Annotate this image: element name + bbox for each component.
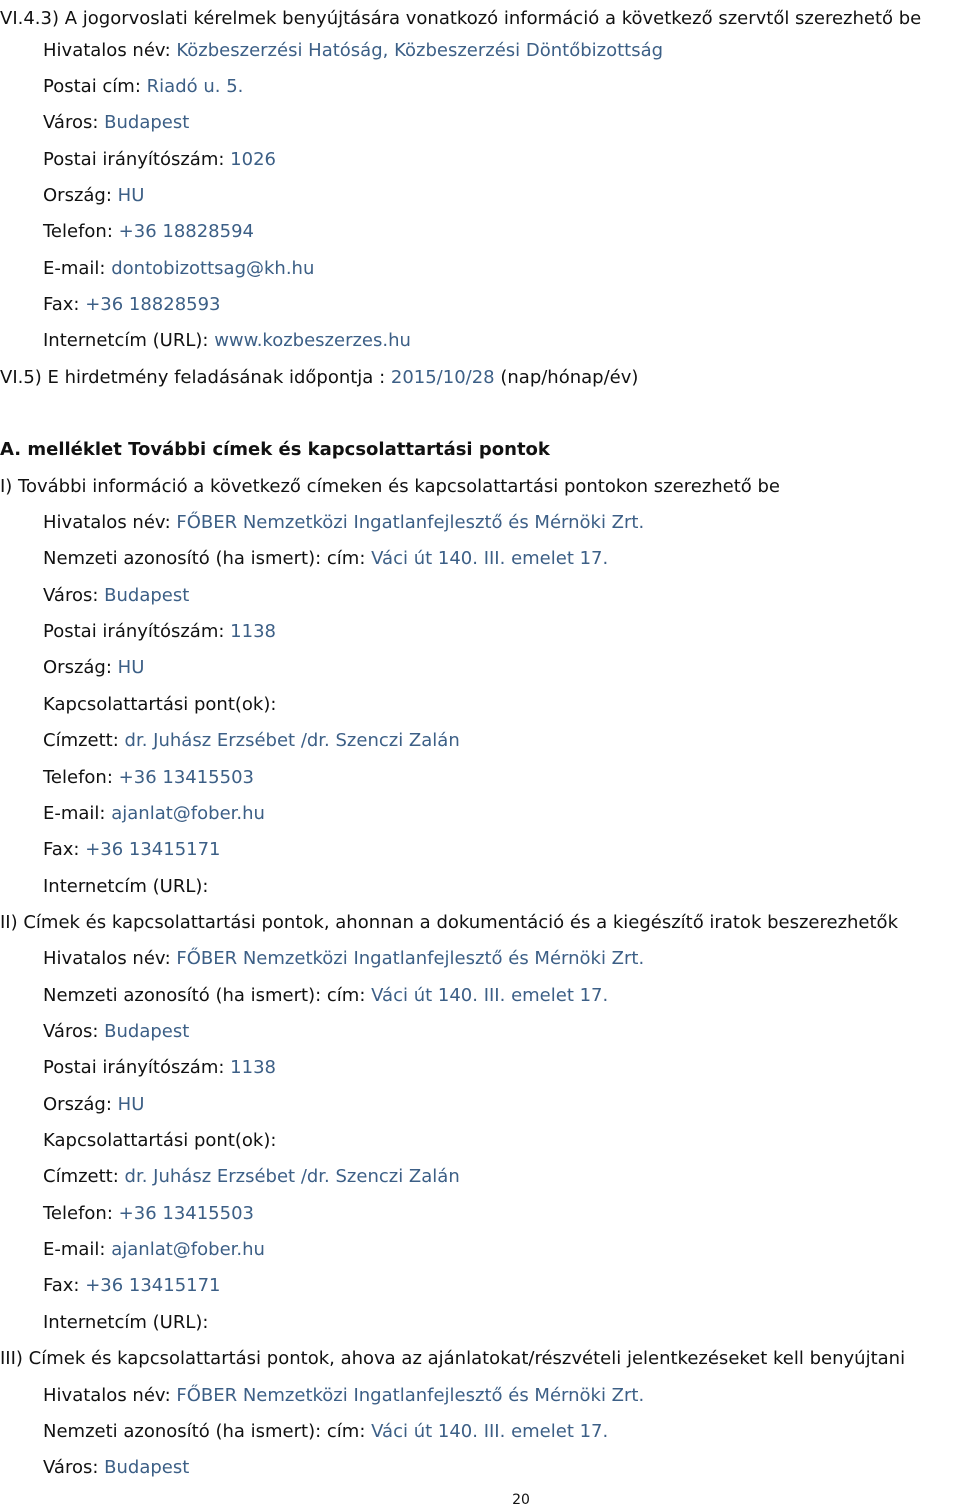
field-label: Postai irányítószám: — [43, 621, 225, 642]
addressee-row — [43, 1162, 460, 1192]
field-label: Hivatalos név: — [43, 40, 171, 61]
field-label: Ország: — [43, 657, 112, 678]
field-value: FŐBER Nemzetközi Ingatlanfejlesztő és Mérnöki Zrt. — [176, 948, 645, 969]
country-row — [43, 653, 144, 683]
city-row — [43, 581, 189, 611]
field-value: Budapest — [104, 1457, 190, 1478]
field-label: Címzett: — [43, 1166, 119, 1187]
field-label: Telefon: — [43, 767, 113, 788]
contact-points-label: Kapcsolattartási pont(ok): — [43, 694, 277, 715]
field-label: Hivatalos név: — [43, 512, 171, 533]
field-value: HU — [117, 1094, 145, 1115]
field-value: Budapest — [104, 112, 190, 133]
official-name-row — [43, 508, 644, 538]
email-row — [43, 254, 314, 284]
national-id-row — [43, 1417, 608, 1447]
postal-code-row — [43, 145, 276, 175]
field-value: Váci út 140. III. emelet 17. — [371, 1421, 609, 1442]
section-heading-vi43: VI.4.3) A jogorvoslati kérelmek benyújtására vonatkozó információ a következő szervtől szerezhető be — [0, 8, 922, 29]
field-label: E-mail: — [43, 258, 106, 279]
field-value: Közbeszerzési Hatóság, Közbeszerzési Döntőbizottság — [176, 40, 664, 61]
official-name-row — [43, 36, 663, 66]
field-label: Város: — [43, 585, 99, 606]
field-label: Internetcím (URL): — [43, 330, 209, 351]
field-label: Címzett: — [43, 730, 119, 751]
notice-date-row — [0, 363, 638, 393]
field-label: Fax: — [43, 839, 80, 860]
official-name-row — [43, 944, 644, 974]
field-label: Város: — [43, 1457, 99, 1478]
field-label: E-mail: — [43, 803, 106, 824]
section-heading-iii: III) Címek és kapcsolattartási pontok, ahova az ajánlatokat/részvételi jelentkezéseket kell benyújtani — [0, 1348, 906, 1369]
field-value: 1138 — [230, 1057, 276, 1078]
section-heading-i: I) További információ a következő címeken és kapcsolattartási pontokon szerezhető be — [0, 476, 780, 497]
url-row — [43, 872, 208, 902]
field-label: Telefon: — [43, 1203, 113, 1224]
section-heading-ii: II) Címek és kapcsolattartási pontok, ahonnan a dokumentáció és a kiegészítő iratok beszerezhetők — [0, 912, 898, 933]
field-value: ajanlat@fober.hu — [111, 1239, 265, 1260]
field-value: +36 13415171 — [85, 839, 221, 860]
url-row — [43, 1308, 208, 1338]
city-row — [43, 1453, 189, 1483]
phone-row — [43, 1199, 254, 1229]
field-value: +36 13415503 — [118, 767, 254, 788]
field-label: Hivatalos név: — [43, 948, 171, 969]
field-value: FŐBER Nemzetközi Ingatlanfejlesztő és Mérnöki Zrt. — [176, 1385, 645, 1406]
field-value: +36 13415171 — [85, 1275, 221, 1296]
national-id-row — [43, 544, 608, 574]
field-label: Ország: — [43, 1094, 112, 1115]
date-format: (nap/hónap/év) — [500, 367, 639, 388]
email-row — [43, 1235, 265, 1265]
postal-code-row — [43, 1053, 276, 1083]
field-label: Nemzeti azonosító (ha ismert): cím: — [43, 985, 366, 1006]
fax-row — [43, 290, 221, 320]
url-row — [43, 326, 411, 356]
field-label: Város: — [43, 1021, 99, 1042]
field-label: VI.5) E hirdetmény feladásának időpontja : — [0, 367, 386, 388]
field-label: Postai irányítószám: — [43, 149, 225, 170]
phone-row — [43, 217, 254, 247]
page-number: 20 — [512, 1492, 530, 1508]
postal-address-row — [43, 72, 243, 102]
field-value: Riadó u. 5. — [146, 76, 244, 97]
field-label: Nemzeti azonosító (ha ismert): cím: — [43, 548, 366, 569]
field-value: +36 18828593 — [85, 294, 221, 315]
field-value: Budapest — [104, 585, 190, 606]
national-id-row — [43, 981, 608, 1011]
city-row — [43, 1017, 189, 1047]
field-value: HU — [117, 657, 145, 678]
field-value: Váci út 140. III. emelet 17. — [371, 985, 609, 1006]
city-row — [43, 108, 189, 138]
postal-code-row — [43, 617, 276, 647]
field-value: www.kozbeszerzes.hu — [214, 330, 411, 351]
field-value: HU — [117, 185, 145, 206]
addressee-row — [43, 726, 460, 756]
field-value: FŐBER Nemzetközi Ingatlanfejlesztő és Mérnöki Zrt. — [176, 512, 645, 533]
field-label: E-mail: — [43, 1239, 106, 1260]
field-label: Internetcím (URL): — [43, 876, 209, 897]
field-label: Ország: — [43, 185, 112, 206]
annex-title: A. melléklet További címek és kapcsolattartási pontok — [0, 439, 550, 460]
field-label: Város: — [43, 112, 99, 133]
field-value: dontobizottsag@kh.hu — [111, 258, 315, 279]
contact-points-label: Kapcsolattartási pont(ok): — [43, 1130, 277, 1151]
field-value: Budapest — [104, 1021, 190, 1042]
field-value: ajanlat@fober.hu — [111, 803, 265, 824]
field-value: 1026 — [230, 149, 276, 170]
field-label: Fax: — [43, 1275, 80, 1296]
fax-row — [43, 1271, 221, 1301]
email-row — [43, 799, 265, 829]
official-name-row — [43, 1381, 644, 1411]
field-value: dr. Juhász Erzsébet /dr. Szenczi Zalán — [124, 1166, 460, 1187]
country-row — [43, 1090, 144, 1120]
field-label: Postai irányítószám: — [43, 1057, 225, 1078]
field-label: Postai cím: — [43, 76, 141, 97]
field-label: Nemzeti azonosító (ha ismert): cím: — [43, 1421, 366, 1442]
field-value: Váci út 140. III. emelet 17. — [371, 548, 609, 569]
field-label: Hivatalos név: — [43, 1385, 171, 1406]
notice-date: 2015/10/28 — [390, 367, 495, 388]
field-label: Fax: — [43, 294, 80, 315]
field-value: +36 18828594 — [118, 221, 254, 242]
fax-row — [43, 835, 221, 865]
field-value: dr. Juhász Erzsébet /dr. Szenczi Zalán — [124, 730, 460, 751]
field-value: 1138 — [230, 621, 276, 642]
country-row — [43, 181, 144, 211]
phone-row — [43, 763, 254, 793]
field-label: Telefon: — [43, 221, 113, 242]
field-label: Internetcím (URL): — [43, 1312, 209, 1333]
field-value: +36 13415503 — [118, 1203, 254, 1224]
